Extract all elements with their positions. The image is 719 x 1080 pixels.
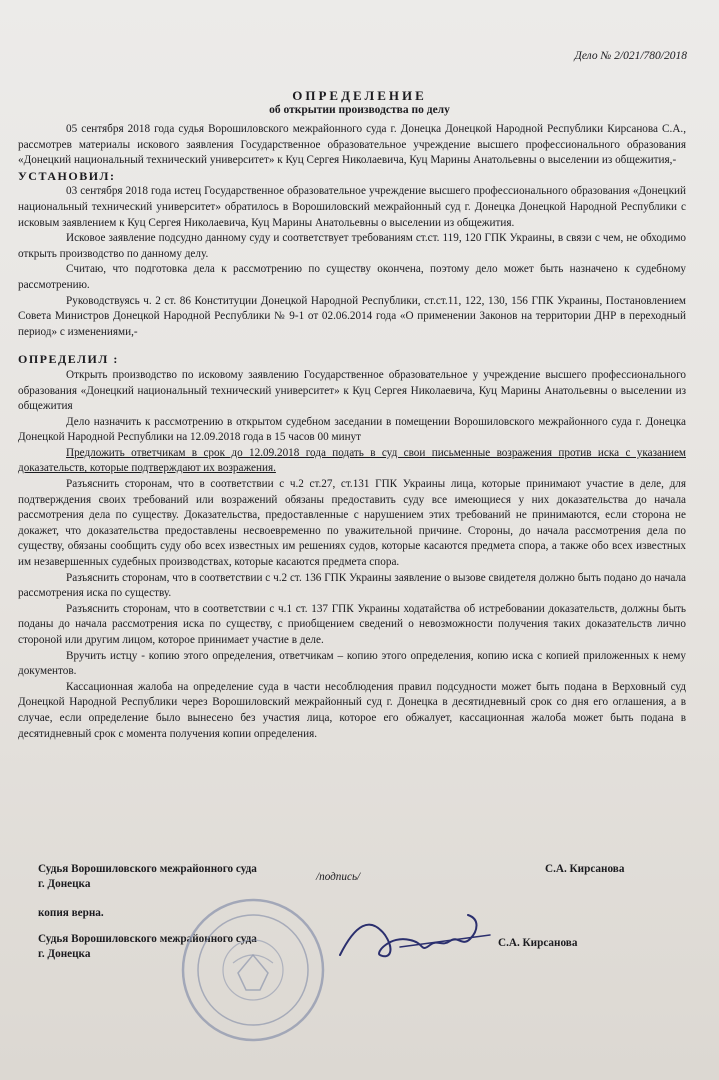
copy-true-note: копия верна. [38, 907, 104, 919]
judge-name-2: С.А. Кирсанова [498, 937, 578, 949]
judge-block-1 [38, 862, 257, 892]
decided-hand-over-paragraph: Вручить истцу - копию этого определения, ответчикам – копию этого определения, копию иска с копией приложенных к нему документов. [18, 649, 686, 678]
decided-appeal-paragraph: Кассационная жалоба на определение суда в части несоблюдения правил подсудности может быть подана в Верховный суд Донецкой Народной Республики через Ворошиловский межрайонный суд г. Донецка в десятидневный срок со дня его оглашения, а в случае, если определение было вынесено без участия лица, которое его обжалует, кассационная жалоба может быть подана в десятидневный срок с момента получения копии определения. [18, 680, 686, 740]
established-paragraph: Исковое заявление подсудно данному суду и соответствует требованиям ст.ст. 119, 120 ГПК Украины, в связи с чем, не обходимо открыть производство по данному делу. [18, 232, 686, 260]
decided-open-paragraph: Открыть производство по исковому заявлению Государственное образовательное у учреждение высшего профессионального образования «Донецкий национальный технический университет» к Куц Сергея Николаевича, Куц Марины Анатольевны о выселении из общежития [18, 368, 686, 413]
decided-explain-paragraph: Разъяснить сторонам, что в соответствии с ч.1 ст. 137 ГПК Украины ходатайства об истребовании доказательств, должны быть поданы до начала рассмотрения иска по существу, с приобщением сведений о невозможности получения таких доказательств лично стороной или другим лицом, которое принимает участие в деле. [18, 602, 686, 646]
document-subtitle: об открытии производства по делу [269, 104, 450, 116]
decided-hearing-paragraph: Дело назначить к рассмотрению в открытом судебном заседании в помещении Ворошиловского межрайонного суда г. Донецка Донецкой Народной Республики на 12.09.2018 года в 15 часов 00 минут [18, 415, 686, 444]
judge-title: Судья Ворошиловского межрайонного суда [38, 863, 257, 875]
decided-explain-paragraph: Разъяснить сторонам, что в соответствии с ч.2 ст. 136 ГПК Украины заявление о вызове свидетеля должно быть подано до начала рассмотрения иска по существу. [18, 571, 686, 600]
signed-mark: /подпись/ [316, 871, 361, 883]
document-body [18, 122, 686, 742]
court-stamp-icon [178, 895, 328, 1045]
judge-city: г. Донецка [38, 878, 91, 890]
established-paragraph: Руководствуясь ч. 2 ст. 86 Конституции Донецкой Народной Республики, ст.ст.11, 122, 130, 156 ГПК Украины, Постановлением Совета Министров Донецкой Народной Республики № 9-1 от 02.06.2014 года «О применении Законов на территории ДНР в переходный период» с изменениями,- [18, 294, 686, 338]
judge-city: г. Донецка [38, 948, 91, 960]
decided-propose-paragraph: Предложить ответчикам в срок до 12.09.2018 года подать в суд свои письменные возражения против иска с указанием доказательств, которые подтверждают их возражения. [18, 446, 686, 475]
judge-title: Судья Ворошиловского межрайонного суда [38, 933, 257, 945]
established-paragraph: 03 сентября 2018 года истец Государственное образовательное учреждение высшего профессионального образования «Донецкий национальный технический университет» обратилось в Ворошиловский межрайонный суд г. Донецка Донецкой Народной Республики с исковым заявлением к Куц Сергея Николаевича, Куц Марины Анатольевны о выселении из общежития. [18, 185, 686, 229]
established-paragraph: Считаю, что подготовка дела к рассмотрению по существу окончена, поэтому дело может быть назначено к судебному рассмотрению. [18, 263, 686, 291]
signature-icon [330, 895, 500, 975]
intro-paragraph: 05 сентября 2018 года судья Ворошиловского межрайонного суда г. Донецка Донецкой Народной Республики Кирсанова С.А., рассмотрев материалы искового заявления Государственное образовательное учреждение высшего профессионального образования «Донецкий национальный технический университет» к Куц Сергея Николаевича, Куц Марины Анатольевны о выселении из общежития,- [18, 123, 686, 167]
heading-decided: ОПРЕДЕЛИЛ : [18, 352, 119, 367]
case-number: Дело № 2/021/780/2018 [574, 50, 687, 62]
decided-explain-paragraph: Разъяснить сторонам, что в соответствии с ч.2 ст.27, ст.131 ГПК Украины лица, которые принимают участие в деле, для подтверждения своих требований или возражений обязаны предоставить суду все имеющиеся у них доказательства до начала рассмотрения дела по существу. Доказательства, предоставленные с нарушением этих требований не принимаются, если сторона не докажет, что доказательства предоставлены несвоевременно по уважительной причине. Стороны, до начала рассмотрения дела по существу, обязаны сообщить суду обо всех известных им решениях судов, которые касаются предмета спора, а также обо всех известных им незавершенных судебных производствах, которые касаются предмета спора. [18, 478, 686, 569]
document-title: ОПРЕДЕЛЕНИЕ [292, 88, 427, 103]
judge-name-1: С.А. Кирсанова [545, 863, 625, 875]
heading-established: УСТАНОВИЛ: [18, 168, 116, 183]
